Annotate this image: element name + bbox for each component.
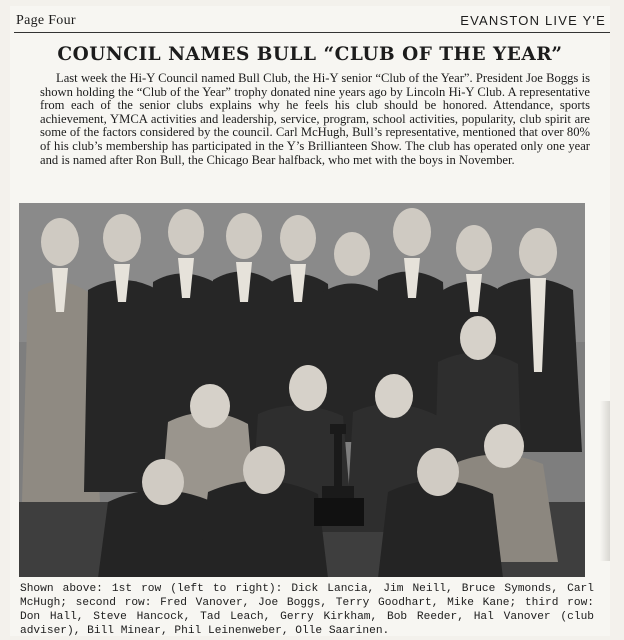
scan-shadow-edge — [600, 401, 610, 561]
page-number-label: Page Four — [16, 13, 76, 28]
group-photo — [18, 202, 586, 578]
running-header — [14, 10, 610, 33]
newspaper-page — [10, 6, 610, 636]
article-body: Last week the Hi-Y Council named Bull Club, the Hi-Y senior “Club of the Year”. President Joe Boggs is shown holding the “Club of the Year” trophy donated nine years ago by Lincoln Hi-Y Club. A representative from each of the senior clubs explains why he feels his club should be honored. Attendance, sports achievement, YMCA activities and leadership, service, program, school activities, popularity, club spirit are some of the factors considered by the council. Carl McHugh, Bull’s representative, mentioned that over 80% of his club’s membership has participated in the Y’s Brillianteen Show. The club has operated only one year and is named after Ron Bull, the Chicago Bear halfback, who met with the boys in November. — [40, 71, 590, 167]
photo-caption: Shown above: 1st row (left to right): Dick Lancia, Jim Neill, Bruce Symonds, Carl McHugh; second row: Fred Vanover, Joe Boggs, Terry Goodhart, Mike Kane; third row: Don Hall, Steve Hancock, Tad Leach, Gerry Kirkham, Bob Reeder, Hal Vanover (club adviser), Bill Minear, Phil Leinenweber, Olle Saarinen. — [20, 583, 594, 637]
article-headline: COUNCIL NAMES BULL “CLUB OF THE YEAR” — [57, 44, 563, 65]
publication-name: EVANSTON LIVE Y'E — [460, 13, 606, 28]
